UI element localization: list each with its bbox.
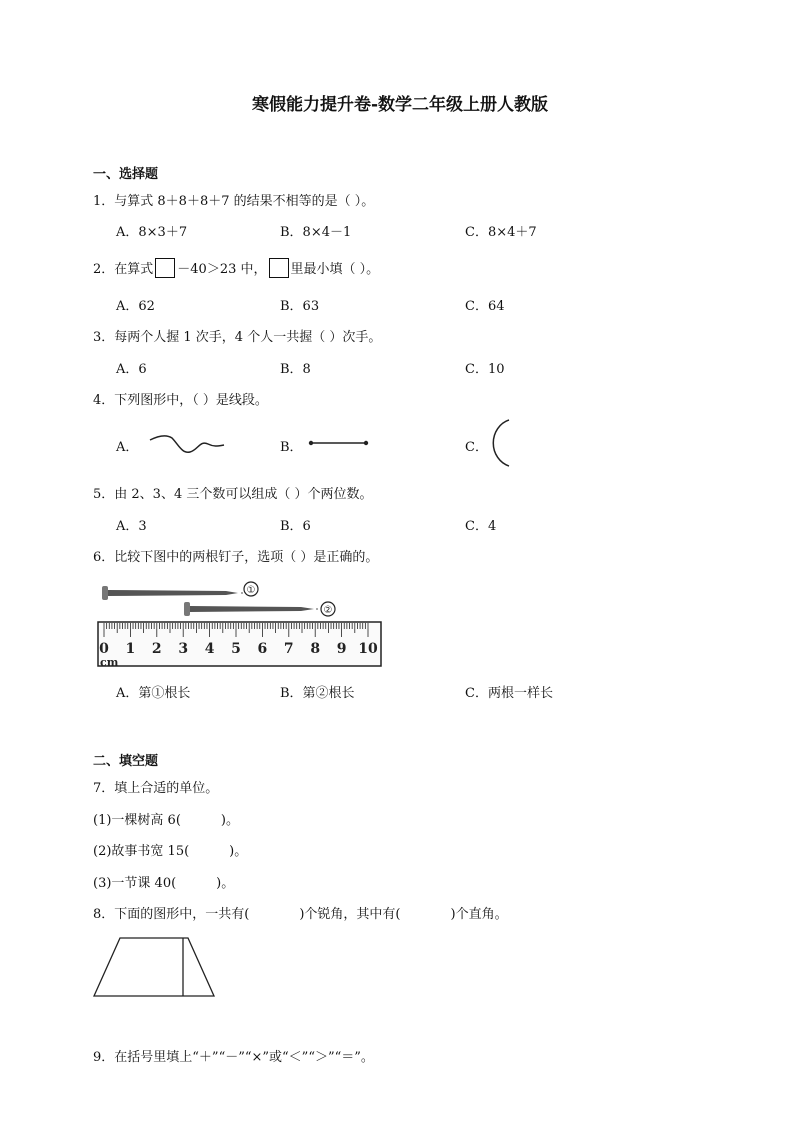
page-title: 寒假能力提升卷-数学二年级上册人教版 <box>251 95 549 115</box>
blank-box <box>269 258 289 278</box>
wavy-curve-figure <box>148 428 228 458</box>
question-5-stem: 5．由 2、3、4 三个数可以组成（ ）个两位数。 <box>93 487 373 502</box>
question-2-option-a: A．62 <box>116 299 155 314</box>
question-2-text-part1: 2．在算式 <box>93 262 154 277</box>
ruler-tick-label: 6 <box>257 641 268 657</box>
question-7-sub-1-text: (1)一棵树高 6( <box>93 813 181 828</box>
question-1-option-c: C．8×4＋7 <box>465 225 537 240</box>
ruler-tick-label: 8 <box>310 641 321 657</box>
question-2-stem <box>93 258 379 278</box>
question-5-option-a: A．3 <box>116 519 147 534</box>
question-8-text-part1: 8．下面的图形中，一共有( <box>93 907 250 922</box>
ruler-tick-label: 1 <box>125 641 136 657</box>
question-8-text-part2: )个锐角，其中有( <box>299 907 401 922</box>
question-6-stem: 6．比较下图中的两根钉子，选项（ ）是正确的。 <box>93 550 379 565</box>
section-heading-choice: 一、选择题 <box>93 167 159 182</box>
nail-2 <box>184 602 314 616</box>
nail-1-label: ① <box>246 585 256 596</box>
ruler-tick-label: 5 <box>231 641 241 657</box>
ruler-tick-label: 2 <box>151 641 162 657</box>
ruler-tick-label: 4 <box>204 641 215 657</box>
question-7-sub-2-text: (2)故事书宽 15( <box>93 844 190 859</box>
question-6-option-a: A．第①根长 <box>116 686 191 701</box>
question-3-stem: 3．每两个人握 1 次手，4 个人一共握（ ）次手。 <box>93 330 382 345</box>
question-9-stem: 9．在括号里填上“＋”“－”“×”或“＜”“＞”“＝”。 <box>93 1050 374 1065</box>
question-2-text-part2: －40＞23 中， <box>177 262 267 277</box>
question-2-option-c: C．64 <box>465 299 505 314</box>
question-7-sub-3-text: (3)一节课 40( <box>93 876 177 891</box>
ruler-tick-label: 0 <box>99 641 109 657</box>
question-4-option-a: A． <box>116 440 139 455</box>
nail-2-label: ② <box>323 605 333 616</box>
trapezoid-figure <box>92 935 217 1000</box>
question-8-stem <box>93 903 508 922</box>
question-8-text-part3: )个直角。 <box>450 907 508 922</box>
question-7-stem: 7．填上合适的单位。 <box>93 781 219 796</box>
question-6-option-c: C．两根一样长 <box>465 686 553 701</box>
question-3-option-b: B．8 <box>280 362 311 377</box>
question-2-option-b: B．63 <box>280 299 320 314</box>
nail-1 <box>102 586 238 600</box>
line-segment-figure <box>306 438 376 448</box>
question-7-sub-2-end: )。 <box>229 844 248 859</box>
ruler-tick-label: 9 <box>336 641 347 657</box>
question-6-option-b: B．第②根长 <box>280 686 355 701</box>
question-7-sub-2 <box>93 840 247 859</box>
question-3-option-c: C．10 <box>465 362 505 377</box>
nails-and-ruler-figure <box>96 578 386 668</box>
question-7-sub-3-end: )。 <box>216 876 235 891</box>
question-1-stem: 1．与算式 8＋8＋8＋7 的结果不相等的是（ ）。 <box>93 194 375 209</box>
section-heading-fill: 二、填空题 <box>93 754 159 769</box>
question-7-sub-3 <box>93 872 234 891</box>
question-2-text-part3: 里最小填（ ）。 <box>290 262 380 277</box>
question-7-sub-1 <box>93 809 239 828</box>
arc-figure <box>485 418 515 470</box>
question-4-option-b: B． <box>280 440 303 455</box>
question-7-sub-1-end: )。 <box>220 813 239 828</box>
question-5-option-b: B．6 <box>280 519 311 534</box>
ruler-tick-label: 3 <box>178 641 189 657</box>
question-1-option-b: B．8×4－1 <box>280 225 352 240</box>
ruler-tick-label: 7 <box>283 641 294 657</box>
question-4-stem: 4．下列图形中，（ ）是线段。 <box>93 393 268 408</box>
ruler-unit: cm <box>100 656 119 669</box>
ruler-tick-label: 10 <box>358 641 378 657</box>
question-1-option-a: A．8×3＋7 <box>116 225 188 240</box>
question-4-option-c: C． <box>465 440 488 455</box>
question-5-option-c: C．4 <box>465 519 497 534</box>
blank-box <box>155 258 175 278</box>
question-3-option-a: A．6 <box>116 362 147 377</box>
